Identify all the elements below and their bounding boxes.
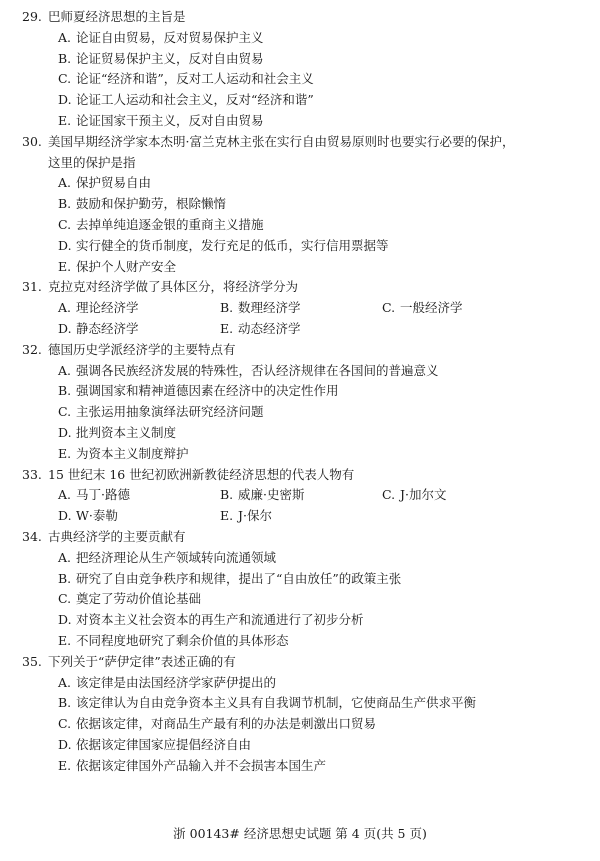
option-b: B. 鼓励和保护勤劳，根除懒惰 — [58, 196, 227, 212]
question-number: 31. — [22, 279, 42, 295]
option-d: D. 对资本主义社会资本的再生产和流通进行了初步分析 — [58, 612, 364, 628]
question-number: 32. — [22, 341, 42, 357]
question-number: 33. — [22, 466, 42, 482]
option-e: E. 不同程度地研究了剩余价值的具体形态 — [58, 632, 289, 648]
option-a: A. 论证自由贸易，反对贸易保护主义 — [58, 29, 264, 45]
option-e: E. 依据该定律国外产品输入并不会损害本国生产 — [58, 757, 327, 773]
option-d: D. 依据该定律国家应提倡经济自由 — [58, 736, 252, 752]
option-a: A. 理论经济学 — [58, 300, 139, 316]
option-b: B. 该定律认为自由竞争资本主义具有自我调节机制，它使商品生产供求平衡 — [58, 695, 477, 711]
options-row — [0, 298, 600, 319]
option-a: A. 把经济理论从生产领域转向流通领域 — [58, 549, 277, 565]
option-e: E. 论证国家干预主义，反对自由贸易 — [58, 112, 264, 128]
question-stem: 下列关于“萨伊定律”表述正确的有 — [48, 653, 236, 669]
question-stem: 克拉克对经济学做了具体区分，将经济学分为 — [48, 279, 299, 295]
option-c: C. J·加尔文 — [382, 487, 447, 503]
option-a: A. 马丁·路德 — [58, 487, 130, 503]
option-b: B. 强调国家和精神道德因素在经济中的决定性作用 — [58, 383, 339, 399]
option-d: D. 静态经济学 — [58, 320, 139, 336]
option-b: B. 数理经济学 — [220, 300, 301, 316]
question-stem: 古典经济学的主要贡献有 — [48, 528, 186, 544]
option-d: D. W·泰勒 — [58, 508, 118, 524]
option-c: C. 奠定了劳动价值论基础 — [58, 591, 202, 607]
option-e: E. 为资本主义制度辩护 — [58, 445, 189, 461]
option-c: C. 论证“经济和谐”，反对工人运动和社会主义 — [58, 71, 314, 87]
options-row — [0, 319, 600, 340]
option-e: E. 动态经济学 — [220, 320, 301, 336]
question-30 — [0, 132, 600, 278]
option-a: A. 该定律是由法国经济学家萨伊提出的 — [58, 674, 277, 690]
question-34 — [0, 527, 600, 652]
question-32 — [0, 340, 600, 465]
option-b: B. 威廉·史密斯 — [220, 487, 305, 503]
question-stem: 巴师夏经济思想的主旨是 — [48, 9, 186, 24]
option-d: D. 批判资本主义制度 — [58, 424, 177, 440]
question-number: 29. — [22, 9, 42, 24]
option-e: E. 保护个人财产安全 — [58, 258, 177, 274]
option-d: D. 实行健全的货币制度，发行充足的低币，实行信用票据等 — [58, 237, 389, 253]
option-c: C. 主张运用抽象演绎法研究经济问题 — [58, 404, 264, 420]
question-29 — [0, 7, 600, 132]
question-number: 35. — [22, 653, 42, 669]
option-c: C. 依据该定律，对商品生产最有利的办法是刺激出口贸易 — [58, 716, 377, 732]
question-stem-continued: 这里的保护是指 — [48, 154, 136, 170]
option-b: B. 论证贸易保护主义，反对自由贸易 — [58, 50, 264, 66]
option-e: E. J·保尔 — [220, 508, 272, 524]
option-a: A. 保护贸易自由 — [58, 175, 152, 191]
question-31 — [0, 277, 600, 339]
option-c: C. 去掉单纯追逐金银的重商主义措施 — [58, 216, 264, 232]
question-35 — [0, 652, 600, 777]
option-b: B. 研究了自由竞争秩序和规律，提出了“自由放任”的政策主张 — [58, 570, 402, 586]
option-d: D. 论证工人运动和社会主义，反对“经济和谐” — [58, 92, 314, 108]
options-row — [0, 506, 600, 527]
question-stem: 德国历史学派经济学的主要特点有 — [48, 341, 236, 357]
options-row — [0, 485, 600, 506]
question-number: 34. — [22, 528, 42, 544]
option-a: A. 强调各民族经济发展的特殊性，否认经济规律在各国间的普遍意义 — [58, 362, 439, 378]
question-stem: 美国早期经济学家本杰明·富兰克林主张在实行自由贸易原则时也要实行必要的保护， — [48, 133, 515, 149]
option-c: C. 一般经济学 — [382, 300, 463, 316]
question-number: 30. — [22, 133, 42, 149]
question-33 — [0, 465, 600, 527]
page-footer: 浙 00143# 经济思想史试题 第 4 页(共 5 页) — [173, 826, 427, 841]
question-stem: 15 世纪末 16 世纪初欧洲新教徒经济思想的代表人物有 — [48, 466, 355, 482]
